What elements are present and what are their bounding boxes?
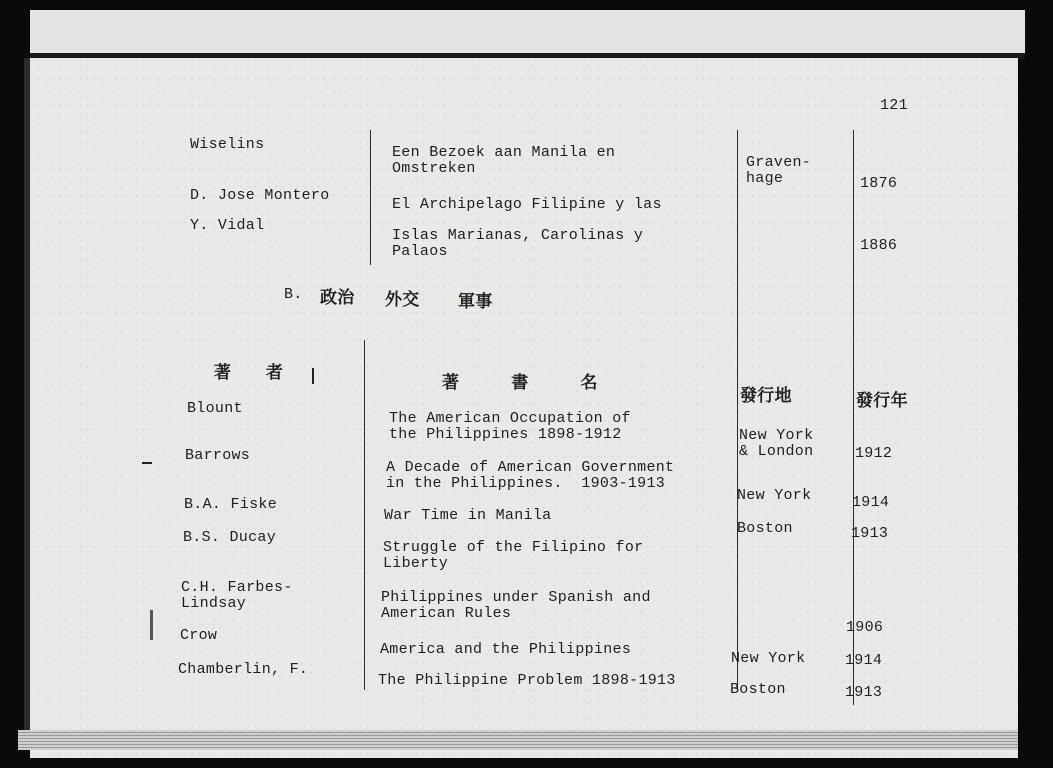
section-a-author: Wiselins (190, 136, 265, 153)
section-a-year: 1876 (860, 175, 898, 192)
section-b-label: B. (284, 286, 303, 303)
column-header-author: 著 者 (214, 363, 284, 383)
section-a-author: Y. Vidal (190, 217, 265, 234)
section-b-title: War Time in Manila (384, 507, 552, 524)
section-b-author: B.S. Ducay (183, 529, 277, 546)
page-number: 121 (880, 97, 908, 114)
section-b-title: Struggle of the Filipino for Liberty (383, 539, 644, 572)
section-b-title: The American Occupation of the Philippines 1898-1912 (389, 410, 631, 443)
section-b-author: C.H. Farbes- Lindsay (181, 579, 293, 612)
section-b-title: The Philippine Problem 1898-1913 (378, 672, 676, 689)
section-b-title: America and the Philippines (380, 641, 632, 658)
section-b-place: New York (731, 650, 806, 667)
bottom-page-edge (18, 730, 1018, 750)
section-b-place: Boston (737, 520, 793, 537)
stray-mark (142, 462, 152, 464)
section-b-place: Boston (730, 681, 786, 698)
rule-a-1 (370, 130, 371, 265)
section-b-heading-diplomacy: 外交 (385, 290, 420, 310)
section-b-title: A Decade of American Government in the Philippines. 1903-1913 (386, 459, 675, 492)
section-a-place: Graven- hage (746, 154, 812, 187)
rule-b-1 (364, 340, 365, 690)
section-b-author: Chamberlin, F. (178, 661, 309, 678)
section-b-place: New York (737, 487, 812, 504)
section-b-year: 1913 (845, 684, 883, 701)
section-b-year: 1906 (846, 619, 884, 636)
section-b-title: Philippines under Spanish and American Rules (381, 589, 651, 622)
section-b-author: Barrows (185, 447, 251, 464)
section-b-author: B.A. Fiske (184, 496, 278, 513)
section-b-year: 1914 (845, 652, 883, 669)
section-b-author: Blount (187, 400, 243, 417)
section-a-title: Een Bezoek aan Manila en Omstreken (392, 144, 616, 177)
section-b-author: Crow (180, 627, 218, 644)
column-header-place: 發行地 (740, 386, 792, 406)
header-tick-mark (312, 368, 314, 384)
rule-place (737, 130, 738, 690)
section-a-title: Islas Marianas, Carolinas y Palaos (392, 227, 644, 260)
section-a-title: El Archipelago Filipine y las (392, 196, 662, 213)
section-b-place: New York & London (739, 427, 814, 460)
section-a-year: 1886 (860, 237, 898, 254)
stray-mark (150, 610, 153, 640)
column-header-title: 著 書 名 (442, 373, 598, 393)
section-b-heading-politics: 政治 (320, 288, 355, 308)
column-header-year: 發行年 (856, 391, 908, 411)
section-a-author: D. Jose Montero (190, 187, 330, 204)
section-b-year: 1914 (852, 494, 890, 511)
top-film-strip (30, 10, 1025, 56)
section-b-heading-military: 軍事 (458, 292, 493, 312)
section-b-year: 1912 (855, 445, 893, 462)
section-b-year: 1913 (851, 525, 889, 542)
